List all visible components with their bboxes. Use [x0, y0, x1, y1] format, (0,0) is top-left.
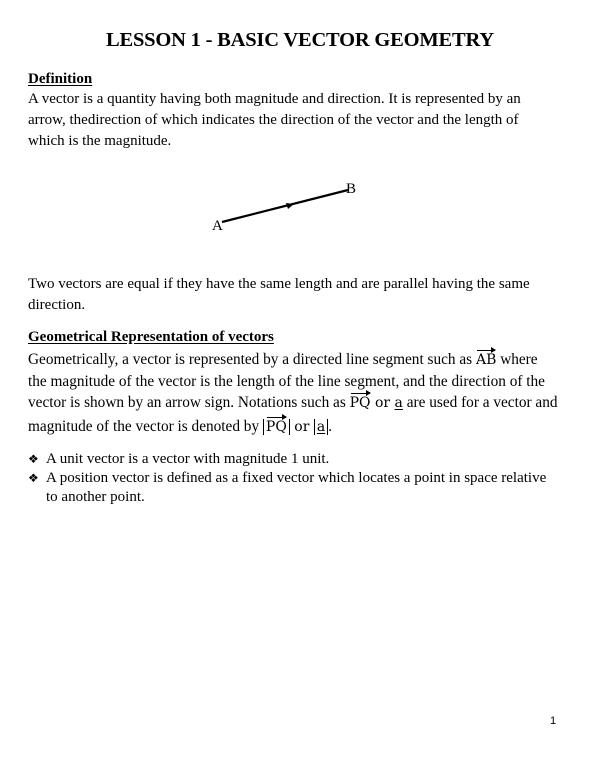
geometric-text: magnitude of the vector is denoted by — [28, 418, 263, 435]
pq-abs-text: PQ — [266, 417, 287, 438]
bullet-item-position-vector — [28, 469, 580, 507]
vector-pq-notation: PQ — [350, 393, 371, 414]
point-b-label: B — [346, 181, 357, 197]
page-number: 1 — [550, 715, 557, 727]
geometric-heading: Geometrical Representation of vectors — [28, 329, 274, 345]
equality-paragraph — [28, 274, 580, 316]
definition-heading: Definition — [28, 71, 93, 87]
page-title: LESSON 1 - BASIC VECTOR GEOMETRY — [106, 29, 494, 51]
bullet-text: A position vector is defined as a fixed vector which locates a point in space relative — [46, 470, 547, 486]
vector-diagram — [200, 176, 400, 246]
geometric-text: . — [328, 418, 333, 435]
geometric-line-1 — [28, 349, 580, 371]
geometric-text: where — [496, 351, 538, 368]
geometric-text: Geometrically, a vector is represented by a directed line segment such as — [28, 351, 476, 368]
point-a-label: A — [212, 218, 223, 234]
bullet-item-unit-vector — [28, 450, 580, 469]
geometric-line-2: the magnitude of the vector is the length of the line segment, and the direction of the — [28, 373, 545, 390]
or-text: or — [289, 419, 314, 435]
magnitude-a-notation — [314, 419, 328, 435]
geometric-text: are used for a vector and — [402, 394, 558, 411]
equality-line-2: direction. — [28, 297, 86, 313]
vector-ab-notation: AB — [476, 350, 496, 371]
definition-line-3: which is the magnitude. — [28, 133, 172, 149]
bullet-text: to another point. — [46, 489, 145, 505]
or-text: or — [370, 395, 395, 411]
a-abs-text: a — [316, 419, 326, 435]
vector-arrowhead — [286, 203, 294, 209]
diamond-bullet-icon: ❖ — [28, 452, 39, 466]
bullet-list — [28, 450, 580, 507]
diamond-bullet-icon: ❖ — [28, 471, 39, 485]
vector-a-notation: a — [394, 395, 403, 411]
geometric-text: vector is shown by an arrow sign. Notations such as — [28, 394, 350, 411]
geometric-line-3 — [28, 392, 580, 414]
vector-ab-line — [222, 190, 348, 222]
equality-line-1: Two vectors are equal if they have the same length and are parallel having the same — [28, 276, 530, 292]
geometric-line-4 — [28, 416, 580, 438]
definition-line-1: A vector is a quantity having both magnitude and direction. It is represented by an — [28, 91, 521, 107]
bullet-text: A unit vector is a vector with magnitude 1 unit. — [46, 451, 330, 467]
definition-line-2: arrow, thedirection of which indicates the direction of the vector and the length of — [28, 112, 519, 128]
magnitude-pq-notation — [263, 419, 290, 435]
geometric-paragraph — [28, 349, 580, 438]
definition-paragraph — [28, 89, 580, 152]
